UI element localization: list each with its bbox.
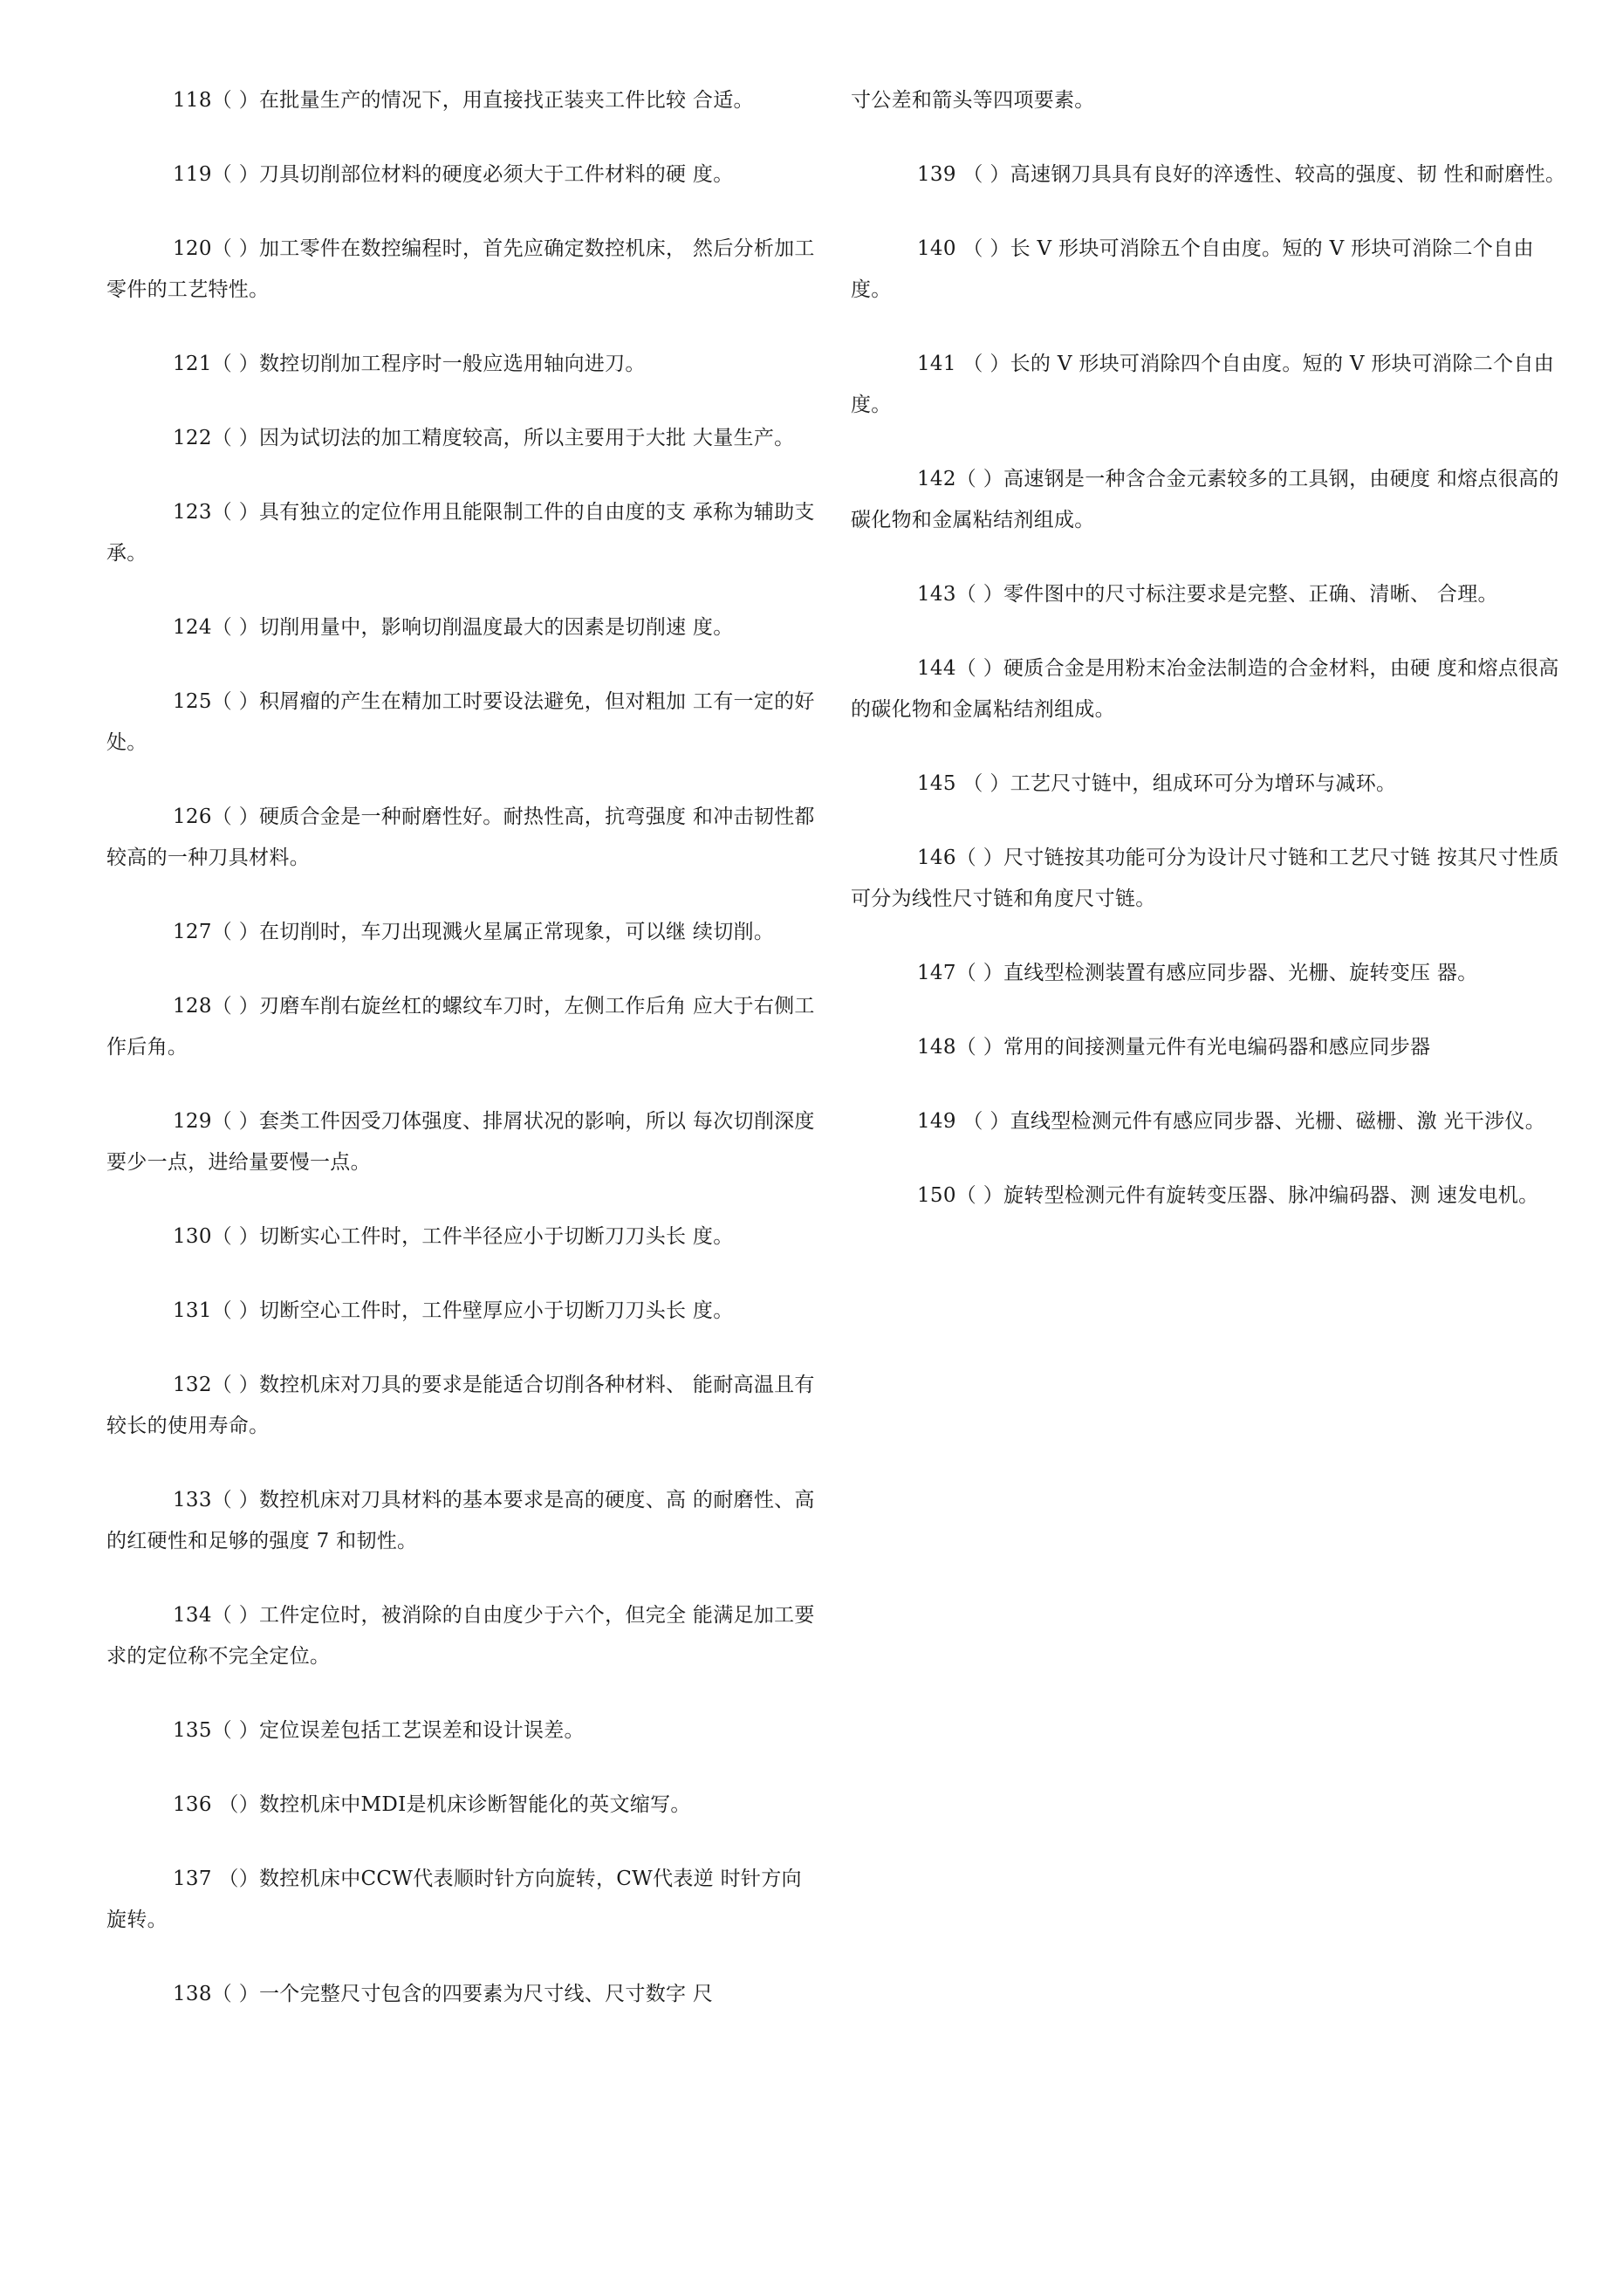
question-119: 119（ ）刀具切削部位材料的硬度必须大于工件材料的硬 度。 — [173, 163, 734, 186]
question-123: 123（ ）具有独立的定位作用且能限制工件的自由度的支 承称为辅助支承。 — [106, 501, 815, 565]
question-129: 129（ ）套类工件因受刀体强度、排屑状况的影响，所以 每次切削深度要少一点，进给量要慢一点。 — [106, 1110, 815, 1174]
question-127: 127（ ）在切削时，车刀出现溅火星属正常现象，可以继 续切削。 — [173, 921, 775, 943]
question-120: 120（ ）加工零件在数控编程时，首先应确定数控机床， 然后分析加工零件的工艺特性。 — [106, 237, 815, 301]
question-138: 138（ ）一个完整尺寸包含的四要素为尺寸线、尺寸数字 尺 — [173, 1983, 714, 2005]
question-133: 133（ ）数控机床对刀具材料的基本要求是高的硬度、高 的耐磨性、高的红硬性和足够的强度 7 和韧性。 — [106, 1489, 815, 1552]
question-135: 135（ ）定位误差包括工艺误差和设计误差。 — [173, 1719, 585, 1742]
question-125: 125（ ）积屑瘤的产生在精加工时要设法避免，但对粗加 工有一定的好处。 — [106, 690, 815, 754]
question-130: 130（ ）切断实心工件时，工件半径应小于切断刀刀头长 度。 — [173, 1225, 734, 1248]
question-141: 141 （ ）长的 V 形块可消除四个自由度。短的 V 形块可消除二个自由度。 — [851, 353, 1555, 416]
question-150: 150（ ）旋转型检测元件有旋转变压器、脉冲编码器、测 速发电机。 — [917, 1184, 1539, 1207]
question-146: 146（ ）尺寸链按其功能可分为设计尺寸链和工艺尺寸链 按其尺寸性质可分为线性尺寸链和角度尺寸链。 — [851, 846, 1559, 910]
question-137: 137 （）数控机床中CCW代表顺时针方向旋转，CW代表逆 时针方向旋转。 — [106, 1868, 802, 1931]
question-126: 126（ ）硬质合金是一种耐磨性好。耐热性高，抗弯强度 和冲击韧性都较高的一种刀具材料。 — [106, 805, 815, 869]
right-column — [851, 80, 1568, 1250]
question-134: 134（ ）工件定位时，被消除的自由度少于六个，但完全 能满足加工要求的定位称不完全定位。 — [106, 1604, 815, 1668]
question-140: 140 （ ）长 V 形块可消除五个自由度。短的 V 形块可消除二个自由度。 — [851, 237, 1534, 301]
question-136: 136 （）数控机床中MDI是机床诊断智能化的英文缩写。 — [173, 1793, 691, 1816]
question-148: 148（ ）常用的间接测量元件有光电编码器和感应同步器 — [917, 1036, 1431, 1059]
question-121: 121（ ）数控切削加工程序时一般应选用轴向进刀。 — [173, 353, 646, 375]
question-118: 118（ ）在批量生产的情况下，用直接找正装夹工件比较 合适。 — [173, 89, 754, 112]
question-149: 149 （ ）直线型检测元件有感应同步器、光栅、磁栅、激 光干涉仪。 — [917, 1110, 1546, 1133]
question-124: 124（ ）切削用量中，影响切削温度最大的因素是切削速 度。 — [173, 616, 734, 639]
question-122: 122（ ）因为试切法的加工精度较高，所以主要用于大批 大量生产。 — [173, 427, 795, 449]
question-147: 147（ ）直线型检测装置有感应同步器、光栅、旋转变压 器。 — [917, 962, 1478, 984]
question-139: 139 （ ）高速钢刀具具有良好的淬透性、较高的强度、韧 性和耐磨性。 — [917, 163, 1566, 186]
question-145: 145 （ ）工艺尺寸链中，组成环可分为增环与减环。 — [917, 772, 1397, 795]
question-132: 132（ ）数控机床对刀具的要求是能适合切削各种材料、 能耐高温且有较长的使用寿命。 — [106, 1374, 815, 1437]
question-131: 131（ ）切断空心工件时，工件壁厚应小于切断刀刀头长 度。 — [173, 1299, 734, 1322]
question-142: 142（ ）高速钢是一种含合金元素较多的工具钢，由硬度 和熔点很高的碳化物和金属粘结剂组成。 — [851, 468, 1559, 531]
question-143: 143（ ）零件图中的尺寸标注要求是完整、正确、清晰、 合理。 — [917, 583, 1498, 606]
question-128: 128（ ）刃磨车削右旋丝杠的螺纹车刀时，左侧工作后角 应大于右侧工作后角。 — [106, 995, 815, 1059]
left-column — [106, 80, 822, 2048]
question-138-continued: 寸公差和箭头等四项要素。 — [851, 89, 1095, 112]
question-144: 144（ ）硬质合金是用粉末冶金法制造的合金材料，由硬 度和熔点很高的碳化物和金属粘结剂组成。 — [851, 657, 1559, 721]
